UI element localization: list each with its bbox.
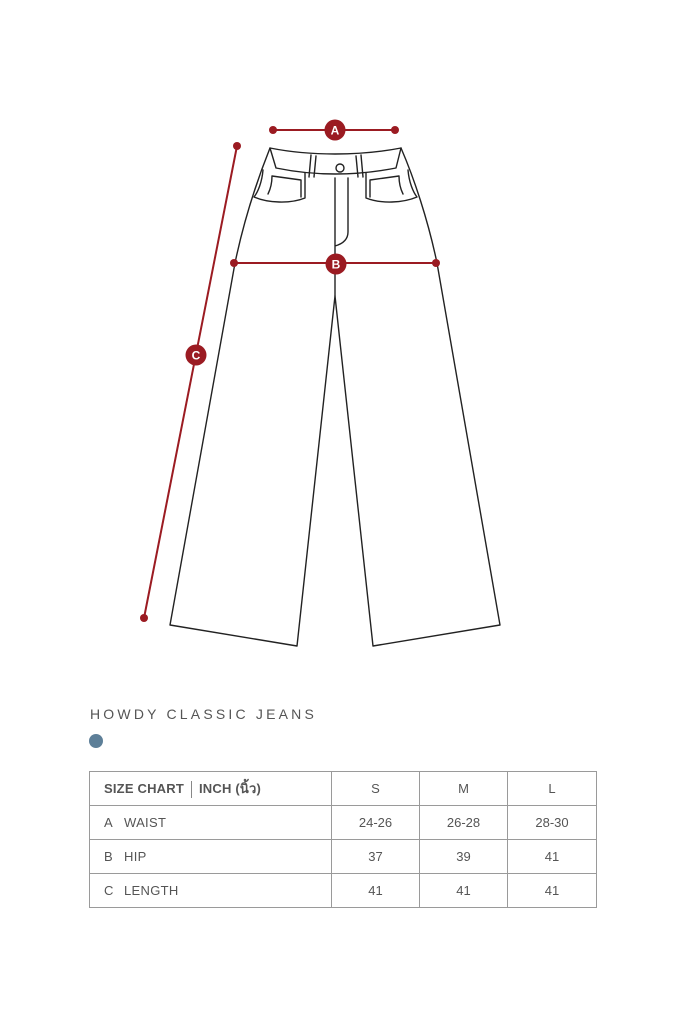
- hip-measure-endpoint: [432, 259, 440, 267]
- row-label-hip: [90, 840, 332, 874]
- marker-a: [325, 120, 346, 141]
- jeans-outline: [170, 148, 500, 646]
- row-label-length: [90, 874, 332, 908]
- table-row-hip: [90, 840, 597, 874]
- table-row-length: [90, 874, 597, 908]
- size-chart-heading: [90, 772, 332, 806]
- marker-b-label: B: [331, 257, 341, 272]
- fly-stitch: [335, 178, 348, 296]
- table-cell: 39: [420, 840, 508, 874]
- size-header-m: M: [420, 772, 508, 806]
- length-measure-endpoint: [140, 614, 148, 622]
- pocket-right-inner: [370, 176, 403, 197]
- size-chart-unit: INCH (นิ้ว): [199, 781, 262, 796]
- marker-c: [186, 345, 207, 366]
- row-letter: C: [104, 883, 114, 898]
- marker-b: [326, 254, 347, 275]
- marker-a-label: A: [330, 123, 340, 138]
- table-header-row: [90, 772, 597, 806]
- length-measure-endpoint: [233, 142, 241, 150]
- waistband: [270, 148, 401, 174]
- table-cell: 37: [332, 840, 420, 874]
- pocket-right: [366, 170, 417, 202]
- length-measure-line: [144, 146, 237, 618]
- table-cell: 41: [420, 874, 508, 908]
- measurement-lines: [140, 123, 440, 622]
- row-letter: B: [104, 849, 113, 864]
- row-name: LENGTH: [124, 883, 179, 898]
- row-letter: A: [104, 815, 113, 830]
- table-cell: 24-26: [332, 806, 420, 840]
- row-name: WAIST: [124, 815, 167, 830]
- hip-measure-endpoint: [230, 259, 238, 267]
- table-cell: 41: [332, 874, 420, 908]
- row-label-waist: [90, 806, 332, 840]
- pocket-left: [254, 170, 305, 202]
- heading-divider: [191, 781, 192, 798]
- button-icon: [336, 164, 344, 172]
- waist-measure-endpoint: [269, 126, 277, 134]
- product-title: HOWDY CLASSIC JEANS: [90, 706, 318, 722]
- pocket-left-inner: [268, 176, 301, 197]
- table-cell: 28-30: [508, 806, 597, 840]
- table-cell: 41: [508, 840, 597, 874]
- waist-measure-endpoint: [391, 126, 399, 134]
- size-chart-title: SIZE CHART: [104, 781, 184, 796]
- size-header-s: S: [332, 772, 420, 806]
- table-cell: 26-28: [420, 806, 508, 840]
- table-cell: 41: [508, 874, 597, 908]
- table-row-waist: [90, 806, 597, 840]
- color-swatch[interactable]: [89, 734, 103, 748]
- size-chart-table: [89, 771, 597, 908]
- marker-c-label: C: [191, 348, 201, 363]
- row-name: HIP: [124, 849, 147, 864]
- size-header-l: L: [508, 772, 597, 806]
